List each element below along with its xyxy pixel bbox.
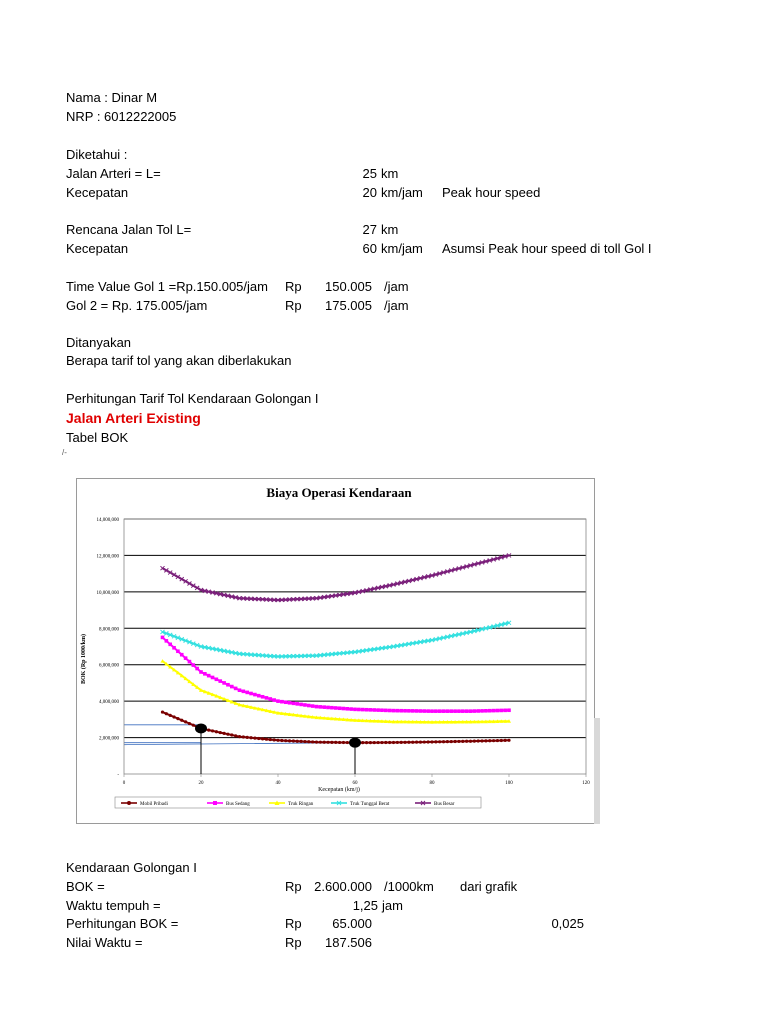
series-point bbox=[300, 740, 303, 743]
y-tick-label: 10,000,000 bbox=[96, 590, 119, 596]
legend-label: Mobil Pribadi bbox=[140, 802, 168, 807]
series-point bbox=[461, 740, 464, 743]
series-point bbox=[172, 646, 176, 650]
series-point bbox=[207, 729, 210, 732]
series-point bbox=[392, 741, 395, 744]
series-point bbox=[253, 737, 256, 740]
kendaraan-title: Kendaraan Golongan I bbox=[66, 860, 197, 875]
series-point bbox=[461, 709, 465, 713]
series-point bbox=[361, 741, 364, 744]
series-point bbox=[419, 709, 423, 713]
series-point bbox=[184, 720, 187, 723]
series-point bbox=[161, 636, 165, 640]
series-point bbox=[207, 674, 211, 678]
series-point bbox=[430, 709, 434, 713]
jalan-arteri-value: 25 bbox=[362, 166, 377, 181]
series-point bbox=[276, 699, 280, 703]
time-value-gol1-label: Time Value Gol 1 =Rp.150.005/jam bbox=[66, 279, 268, 294]
series-point bbox=[269, 697, 273, 701]
series-point bbox=[226, 733, 229, 736]
series-point bbox=[180, 719, 183, 722]
series-point bbox=[346, 707, 350, 711]
series-point bbox=[299, 703, 303, 707]
series-point bbox=[388, 741, 391, 744]
series-point bbox=[280, 700, 284, 704]
x-tick-label: 20 bbox=[198, 781, 204, 786]
series-point bbox=[319, 705, 323, 709]
series-point bbox=[423, 740, 426, 743]
bok-value: 2.600.000 bbox=[314, 879, 372, 894]
nrp-text: NRP : 6012222005 bbox=[66, 109, 177, 124]
series-point bbox=[373, 741, 376, 744]
chart-grid bbox=[124, 519, 586, 738]
series-point bbox=[480, 739, 483, 742]
kecepatan-note-2: Asumsi Peak hour speed di toll Gol I bbox=[442, 241, 652, 256]
series-point bbox=[446, 709, 450, 713]
series-point bbox=[288, 701, 292, 705]
legend-label: Truk Ringan bbox=[288, 802, 314, 807]
kecepatan-unit-1: km/jam bbox=[381, 185, 423, 200]
series-point bbox=[400, 741, 403, 744]
series-point bbox=[295, 702, 299, 706]
series-point bbox=[168, 643, 172, 647]
series-point bbox=[311, 704, 315, 708]
ditanyakan-text: Berapa tarif tol yang akan diberlakukan bbox=[66, 353, 292, 368]
annotation-marker bbox=[349, 738, 361, 748]
series-point bbox=[430, 740, 433, 743]
perhitungan-bok-label: Perhitungan BOK = bbox=[66, 916, 179, 931]
nilai-waktu-label: Nilai Waktu = bbox=[66, 935, 143, 950]
series-point bbox=[311, 740, 314, 743]
series-point bbox=[372, 708, 376, 712]
series-point bbox=[234, 734, 237, 737]
series-point bbox=[399, 709, 403, 713]
series-line bbox=[163, 555, 510, 600]
series-point bbox=[238, 688, 242, 692]
bok-note: dari grafik bbox=[460, 879, 518, 894]
waktu-tempuh-unit: jam bbox=[382, 898, 403, 913]
series-point bbox=[504, 739, 507, 742]
series-point bbox=[292, 702, 296, 706]
series-point bbox=[476, 709, 480, 713]
series-point bbox=[215, 730, 218, 733]
series-point bbox=[465, 740, 468, 743]
series-point bbox=[322, 705, 326, 709]
series-point bbox=[284, 739, 287, 742]
series-point bbox=[496, 709, 500, 713]
series-point bbox=[388, 709, 392, 713]
legend-label: Truk Tunggal Berat bbox=[350, 802, 390, 807]
perhitungan-title: Perhitungan Tarif Tol Kendaraan Golongan I bbox=[66, 391, 319, 406]
series-truk-tunggal-berat bbox=[161, 621, 512, 659]
series-point bbox=[330, 741, 333, 744]
series-point bbox=[380, 708, 384, 712]
kecepatan-label-1: Kecepatan bbox=[66, 185, 129, 200]
series-point bbox=[407, 741, 410, 744]
series-point bbox=[315, 741, 318, 744]
series-point bbox=[226, 683, 230, 687]
series-point bbox=[253, 693, 257, 697]
series-point bbox=[507, 739, 510, 742]
series-point bbox=[296, 740, 299, 743]
series-point bbox=[457, 709, 461, 713]
series-point bbox=[473, 709, 477, 713]
series-point bbox=[230, 685, 234, 689]
series-point bbox=[500, 709, 504, 713]
series-point bbox=[469, 709, 473, 713]
series-point bbox=[176, 717, 179, 720]
series-point bbox=[238, 735, 241, 738]
series-point bbox=[434, 709, 438, 713]
series-point bbox=[384, 709, 388, 713]
series-point bbox=[488, 739, 491, 742]
series-point bbox=[500, 739, 503, 742]
series-point bbox=[261, 695, 265, 699]
series-point bbox=[342, 707, 346, 711]
series-point bbox=[307, 704, 311, 708]
series-point bbox=[434, 740, 437, 743]
nama-text: Nama : Dinar M bbox=[66, 90, 158, 105]
chart-y-axis-label: BOK (Rp 1000/km) bbox=[81, 633, 87, 685]
y-tick-label: 6,000,000 bbox=[99, 663, 119, 669]
series-point bbox=[249, 736, 252, 739]
bok-unit: /1000km bbox=[384, 879, 434, 894]
rencana-tol-value: 27 bbox=[362, 222, 377, 237]
bok-chart-svg bbox=[77, 479, 594, 823]
series-point bbox=[342, 741, 345, 744]
series-point bbox=[218, 679, 222, 683]
series-point bbox=[172, 715, 175, 718]
y-tick-label: 8,000,000 bbox=[99, 627, 119, 633]
series-point bbox=[403, 709, 407, 713]
series-point bbox=[469, 740, 472, 743]
chart-shadow bbox=[594, 718, 600, 824]
waktu-tempuh-label: Waktu tempuh = bbox=[66, 898, 161, 913]
series-point bbox=[272, 698, 276, 702]
series-point bbox=[407, 709, 411, 713]
y-tick-label: - bbox=[117, 773, 119, 778]
y-tick-label: 2,000,000 bbox=[99, 736, 119, 742]
nilai-waktu-cur: Rp bbox=[285, 935, 302, 950]
x-tick-label: 40 bbox=[275, 781, 281, 786]
series-point bbox=[165, 639, 169, 643]
series-point bbox=[450, 740, 453, 743]
series-point bbox=[288, 739, 291, 742]
series-point bbox=[338, 706, 342, 710]
series-point bbox=[245, 691, 249, 695]
series-point bbox=[369, 708, 373, 712]
x-tick-label: 100 bbox=[505, 781, 513, 786]
series-point bbox=[242, 735, 245, 738]
bok-cur: Rp bbox=[285, 879, 302, 894]
legend-label: Bus Sedang bbox=[226, 802, 250, 807]
series-point bbox=[265, 738, 268, 741]
series-point bbox=[303, 740, 306, 743]
series-point bbox=[415, 709, 419, 713]
tabel-bok-label: Tabel BOK bbox=[66, 430, 129, 445]
series-point bbox=[338, 741, 341, 744]
series-point bbox=[480, 709, 484, 713]
series-point bbox=[195, 667, 199, 671]
series-point bbox=[334, 741, 337, 744]
series-point bbox=[257, 694, 261, 698]
series-point bbox=[284, 700, 288, 704]
series-point bbox=[349, 707, 353, 711]
bok-label: BOK = bbox=[66, 879, 105, 894]
series-point bbox=[192, 724, 195, 727]
series-point bbox=[223, 732, 226, 735]
y-tick-label: 14,000,000 bbox=[96, 518, 119, 523]
series-point bbox=[165, 712, 168, 715]
nilai-waktu-value: 187.506 bbox=[325, 935, 372, 950]
bok-chart bbox=[76, 478, 595, 824]
series-point bbox=[457, 740, 460, 743]
time-value-gol2-unit: /jam bbox=[384, 298, 409, 313]
series-point bbox=[161, 710, 164, 713]
series-point bbox=[411, 709, 415, 713]
series-point bbox=[488, 709, 492, 713]
series-point bbox=[326, 741, 329, 744]
series-point bbox=[396, 709, 400, 713]
series-point bbox=[265, 696, 269, 700]
perhitungan-bok-extra: 0,025 bbox=[551, 916, 584, 931]
series-point bbox=[230, 733, 233, 736]
series-point bbox=[376, 708, 380, 712]
x-tick-label: 120 bbox=[582, 781, 590, 786]
legend-label: Bus Besar bbox=[434, 802, 455, 807]
series-point bbox=[234, 687, 238, 691]
series-point bbox=[242, 690, 246, 694]
series-point bbox=[330, 706, 334, 710]
series-point bbox=[426, 709, 430, 713]
series-point bbox=[215, 677, 219, 681]
perhitungan-bok-value: 65.000 bbox=[332, 916, 372, 931]
series-point bbox=[442, 709, 446, 713]
waktu-tempuh-value: 1,25 bbox=[352, 898, 378, 913]
y-tick-label: 12,000,000 bbox=[96, 554, 119, 560]
jalan-arteri-label: Jalan Arteri = L= bbox=[66, 166, 161, 181]
series-point bbox=[492, 709, 496, 713]
series-point bbox=[477, 739, 480, 742]
time-value-gol1-value: 150.005 bbox=[325, 279, 372, 294]
series-mobil-pribadi bbox=[161, 710, 511, 744]
legend-swatch-marker bbox=[127, 801, 131, 805]
series-point bbox=[384, 741, 387, 744]
series-point bbox=[326, 706, 330, 710]
series-point bbox=[453, 709, 457, 713]
series-point bbox=[257, 737, 260, 740]
kecepatan-note-1: Peak hour speed bbox=[442, 185, 541, 200]
series-point bbox=[365, 708, 369, 712]
chart-legend bbox=[115, 797, 481, 808]
series-point bbox=[423, 709, 427, 713]
series-point bbox=[442, 740, 445, 743]
series-point bbox=[419, 741, 422, 744]
series-point bbox=[392, 709, 396, 713]
series-point bbox=[396, 741, 399, 744]
chart-axes bbox=[97, 518, 591, 786]
series-point bbox=[188, 660, 192, 664]
series-point bbox=[438, 740, 441, 743]
series-point bbox=[492, 739, 495, 742]
series-point bbox=[484, 709, 488, 713]
series-point bbox=[222, 681, 226, 685]
series-point bbox=[176, 649, 180, 653]
ditanyakan-title: Ditanyakan bbox=[66, 335, 132, 350]
series-point bbox=[346, 741, 349, 744]
series-point bbox=[219, 731, 222, 734]
series-point bbox=[323, 741, 326, 744]
chart-title: Biaya Operasi Kendaraan bbox=[266, 485, 412, 500]
series-point bbox=[496, 739, 499, 742]
chart-series bbox=[161, 553, 512, 744]
y-tick-label: 4,000,000 bbox=[99, 700, 119, 706]
series-point bbox=[261, 737, 264, 740]
series-point bbox=[273, 738, 276, 741]
series-point bbox=[307, 740, 310, 743]
series-point bbox=[315, 705, 319, 709]
series-point bbox=[169, 714, 172, 717]
series-point bbox=[357, 708, 361, 712]
x-tick-label: 60 bbox=[352, 781, 358, 786]
time-value-gol1-cur: Rp bbox=[285, 279, 302, 294]
x-tick-label: 80 bbox=[429, 781, 435, 786]
series-point bbox=[446, 740, 449, 743]
series-point bbox=[365, 741, 368, 744]
time-value-gol2-cur: Rp bbox=[285, 298, 302, 313]
rencana-tol-label: Rencana Jalan Tol L= bbox=[66, 222, 192, 237]
series-line bbox=[163, 712, 510, 743]
jalan-arteri-existing-heading: Jalan Arteri Existing bbox=[66, 410, 201, 426]
chart-x-axis-label: Kecepatan (km/j) bbox=[318, 787, 360, 793]
series-line bbox=[163, 661, 510, 722]
series-point bbox=[454, 740, 457, 743]
annotation-marker bbox=[195, 723, 207, 733]
series-point bbox=[211, 676, 215, 680]
series-point bbox=[192, 663, 196, 667]
kecepatan-value-2: 60 bbox=[362, 241, 377, 256]
series-point bbox=[415, 741, 418, 744]
series-point bbox=[211, 729, 214, 732]
time-value-gol2-value: 175.005 bbox=[325, 298, 372, 313]
series-point bbox=[203, 672, 207, 676]
series-point bbox=[411, 741, 414, 744]
series-point bbox=[280, 739, 283, 742]
series-point bbox=[199, 670, 203, 674]
kecepatan-unit-2: km/jam bbox=[381, 241, 423, 256]
series-point bbox=[303, 703, 307, 707]
series-point bbox=[334, 706, 338, 710]
series-point bbox=[249, 692, 253, 696]
series-point bbox=[180, 653, 184, 657]
series-point bbox=[188, 722, 191, 725]
series-point bbox=[380, 741, 383, 744]
series-point bbox=[246, 736, 249, 739]
perhitungan-bok-cur: Rp bbox=[285, 916, 302, 931]
series-point bbox=[503, 709, 507, 713]
series-point bbox=[473, 740, 476, 743]
series-point bbox=[438, 709, 442, 713]
rencana-tol-unit: km bbox=[381, 222, 399, 237]
diketahui-title: Diketahui : bbox=[66, 147, 128, 162]
series-point bbox=[353, 708, 357, 712]
stray-mark: /- bbox=[62, 448, 67, 457]
jalan-arteri-unit: km bbox=[381, 166, 399, 181]
series-point bbox=[507, 708, 511, 712]
legend-swatch-marker bbox=[213, 801, 217, 805]
series-point bbox=[369, 741, 372, 744]
time-value-gol2-label: Gol 2 = Rp. 175.005/jam bbox=[66, 298, 208, 313]
series-point bbox=[361, 708, 365, 712]
kecepatan-value-1: 20 bbox=[362, 185, 377, 200]
series-point bbox=[161, 659, 165, 663]
series-truk-ringan bbox=[161, 659, 512, 724]
series-point bbox=[276, 739, 279, 742]
series-point bbox=[377, 741, 380, 744]
series-point bbox=[427, 740, 430, 743]
series-point bbox=[484, 739, 487, 742]
series-point bbox=[184, 656, 188, 660]
series-bus-besar bbox=[161, 553, 512, 602]
series-point bbox=[403, 741, 406, 744]
time-value-gol1-unit: /jam bbox=[384, 279, 409, 294]
x-tick-label: 0 bbox=[122, 781, 126, 786]
series-point bbox=[319, 741, 322, 744]
plot-area-frame bbox=[124, 519, 586, 774]
series-point bbox=[465, 709, 469, 713]
series-point bbox=[449, 709, 453, 713]
series-point bbox=[292, 739, 295, 742]
kecepatan-label-2: Kecepatan bbox=[66, 241, 129, 256]
series-point bbox=[269, 738, 272, 741]
